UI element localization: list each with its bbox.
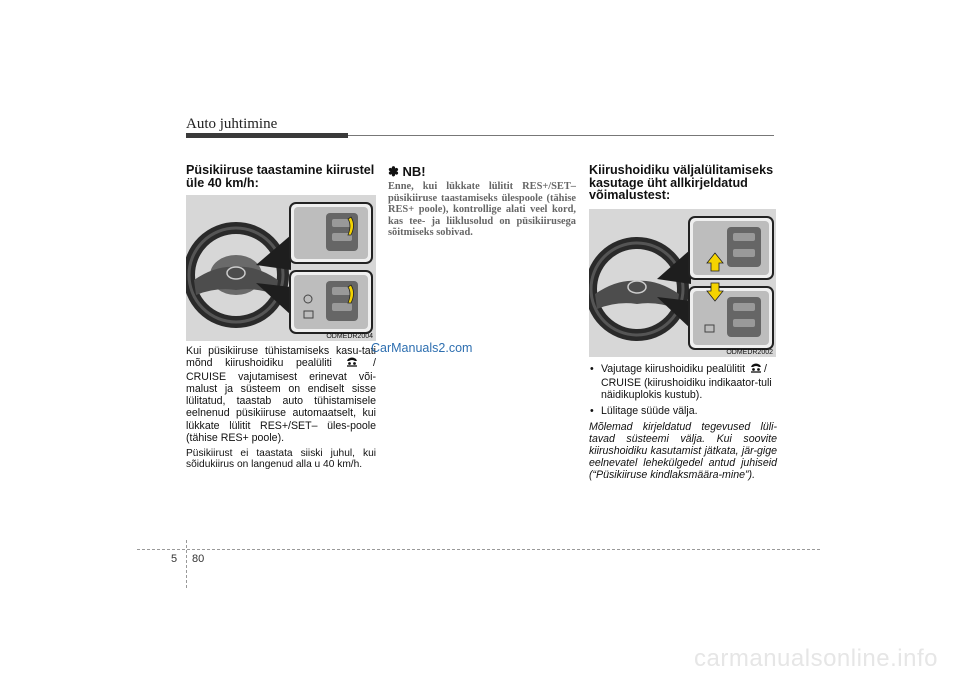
page-header-title: Auto juhtimine [186, 116, 278, 132]
cruise-switch-icon [749, 363, 763, 377]
footer-rule [137, 549, 820, 550]
list-item [589, 363, 777, 401]
page-number: 80 [192, 553, 205, 565]
steering-wheel-figure-cancel [589, 209, 776, 357]
italic-note: Mõlemad kirjeldatud tegevused lüli-tavad süsteemi välja. Kui soovite kiirushoidiku kasutamist jätkata, jär-gige eelnevatel lehekülgedel antud juhiseid (“Püsikiiruse kindlaksmäära-mine”). [589, 420, 777, 482]
paragraph-resume [186, 345, 376, 444]
section-heading-resume: Püsikiiruse taastamine kiirustel üle 40 km/h: [186, 163, 375, 190]
middle-column [388, 164, 576, 239]
header-rule [348, 135, 774, 136]
cruise-switch-icon [345, 357, 359, 371]
steering-wheel-illustration-cancel [589, 209, 776, 357]
nb-text: Enne, kui lükkate lülitit RES+/SET– püsikiiruse taastamiseks ülespoole (tähise RES+ poole), kontrollige alati veel kord, kas tee- ja liiklusolud on püsikiirusega sõitmiseks sobivad. [388, 181, 576, 239]
watermark-link[interactable]: CarManuals2.com [371, 341, 473, 355]
nb-title [388, 164, 576, 179]
left-column [186, 164, 376, 471]
chapter-number: 5 [171, 553, 178, 565]
right-column [589, 164, 777, 481]
figure-label: ODMEDR2002 [726, 348, 773, 356]
figure-label: ODMEDR2004 [326, 333, 373, 340]
nb-title-text: NB! [402, 164, 426, 179]
bullet-icon: • [590, 362, 594, 375]
section-heading-cancel: Kiirushoidiku väljalülitamiseks kasutage üht allkirjeldatud võimalustest: [589, 163, 774, 202]
paragraph-speed-limit: Püsikiirust ei taastata siiski juhul, kui sõidukiirus on langenud alla u 40 km/h. [186, 447, 376, 471]
bullet1-part2: / CRUISE (kiirushoidiku indikaator-tuli näidikuplokis kustub). [601, 362, 772, 401]
bullet-icon: • [590, 404, 594, 417]
nb-symbol: ✽ [388, 164, 399, 179]
paragraph-resume-part1: Kui püsikiiruse tühistamiseks kasu-tati mõnd kiirushoidiku pealüliti [186, 345, 376, 370]
steering-wheel-illustration [186, 195, 376, 341]
list-item [589, 405, 777, 417]
cancel-options-list [589, 363, 777, 417]
bullet2-text: Lülitage süüde välja. [601, 404, 698, 417]
steering-wheel-figure-resume [186, 195, 376, 341]
paragraph-resume-part2: / CRUISE vajutamisest erinevat või-malust ja süsteem on endiselt sisse lülitatud, taastab auto tühistamisele eelnenud püsikiiruse automaatselt, kui lükkate lülitit RES+/SET– üles-poole (tähise RES+ poole). [186, 357, 376, 444]
bullet1-part1: Vajutage kiirushoidiku pealülitit [601, 362, 746, 375]
site-watermark: carmanualsonline.info [694, 645, 938, 672]
header-bar [186, 133, 348, 138]
footer-divider [186, 540, 187, 588]
